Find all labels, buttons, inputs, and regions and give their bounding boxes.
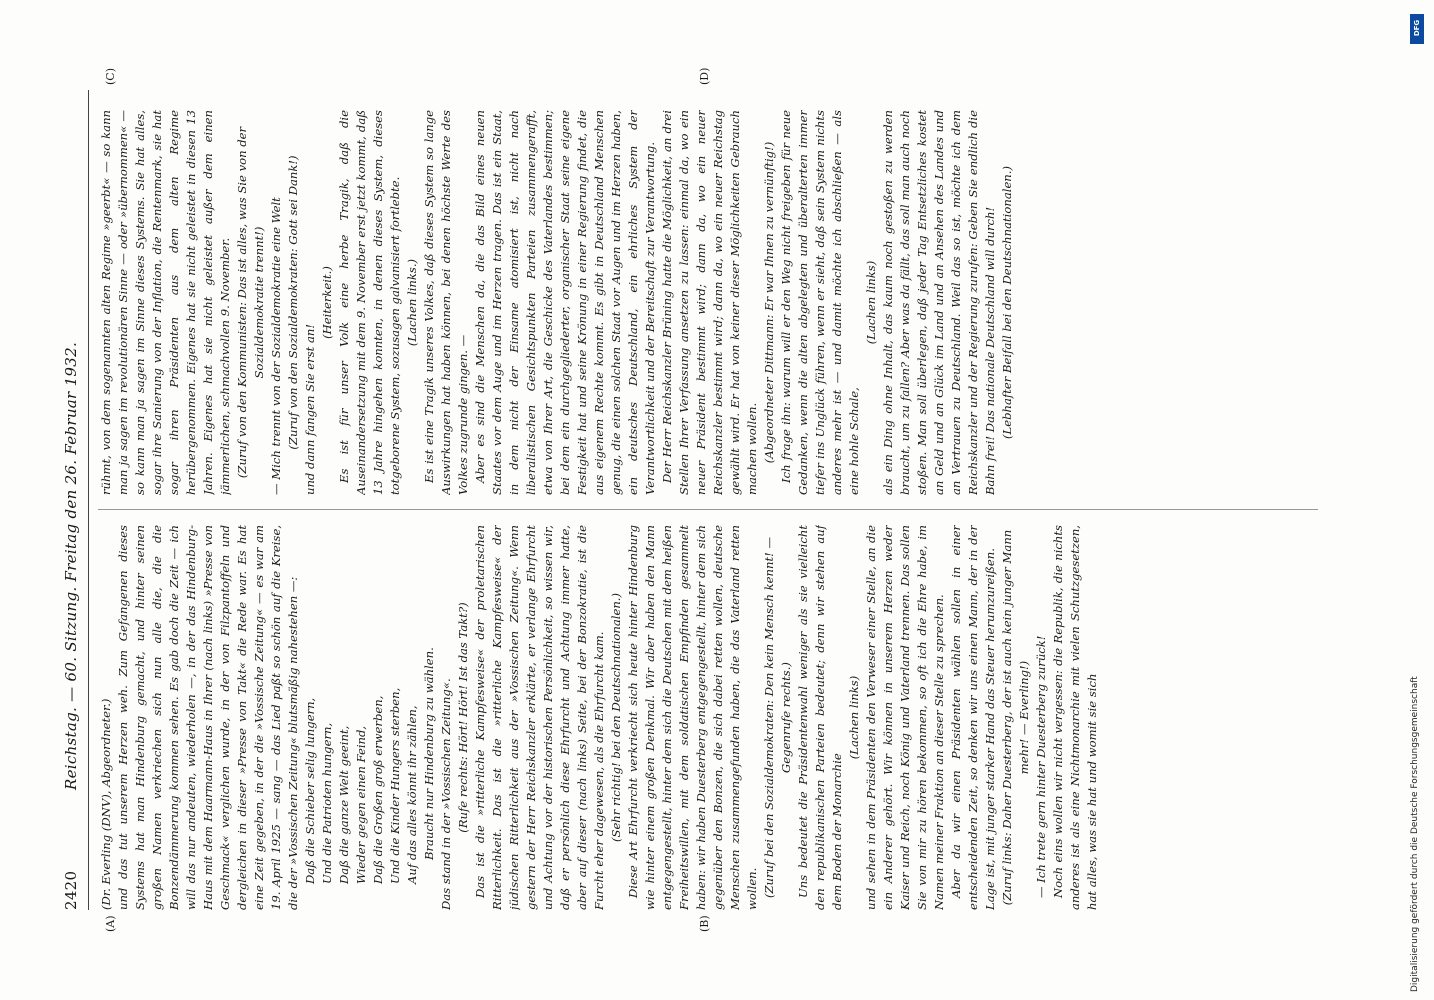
body-paragraph: — Ich trete gern hinter Duesterberg zurück! xyxy=(1034,635,1048,898)
body-paragraph: Uns bedeutet die Präsidentenwahl weniger als sie vielleicht den republikanischen Parteien bedeutet; denn wir stehen auf dem Boden der Monarchie xyxy=(796,525,844,910)
verse-line: Und die Patrioten hungern, xyxy=(320,722,334,884)
interjection-paragraph: (Rufe rechts: Hört! Hört! Ist das Takt?) xyxy=(456,602,470,833)
interjection-paragraph: (Lachen links) xyxy=(847,675,861,760)
verse-line: Braucht nur Hindenburg zu wählen. xyxy=(422,647,436,860)
column-separator xyxy=(98,509,1318,510)
interjection-paragraph: (Heiterkeit.) xyxy=(320,266,334,339)
body-paragraph: rühmt, von dem sogenannten alten Regime »geerbt« — so kann man ja sagen im revolutionären Sinne — oder »übernommen« — so kann man ja sagen im Sinne dieses Systems. Sie hat alles, sogar ihre Sanierung von der Inflation, die Rentenmark, sie hat sogar ihren Präsidenten aus dem alten Regime herübergenommen. Eigenes hat sie nicht geleistet in diesen 13 Jahren. Eigenes hat sie nicht geleistet außer dem einen jämmerlichen, schmachvollen 9. November. xyxy=(99,110,232,495)
body-paragraph: Diese Art Ehrfurcht verkriecht sich heute hinter Hindenburg wie hinter einem großen Denkmal. Wir aber haben den Mann entgegengestellt, hinter dem sich die Deutschen mit dem heißen Freiheitswillen, mit dem soldatischen Empfinden gesammelt haben: wir haben Duesterberg entgegengestellt, hinter dem sich gegenüber den Bonzen, die sich dabei retten wollen, deutsche Menschen zusammengefunden haben, die das Vaterland retten wollen. xyxy=(626,525,759,910)
body-paragraph: Es ist eine Tragik unseres Volkes, daß dieses System so lange Auswirkungen hat haben können, bei denen höchste Werte des Volkes zugrunde gingen. — xyxy=(422,110,470,495)
header-rule xyxy=(88,90,89,910)
dfg-logo xyxy=(1410,14,1424,44)
interjection-paragraph: (Sehr richtig! bei den Deutschnationalen.) xyxy=(609,592,623,843)
page-header-title: Reichstag. — 60. Sitzung. Freitag den 26. Februar 1932. xyxy=(62,341,80,790)
body-paragraph: Es ist für unser Volk eine herbe Tragik, daß die Auseinandersetzung mit dem 9. November erst jetzt kommt, daß 13 Jahre hingehen konnten, in denen dieses System, dieses totgeborene System, sozusagen galvanisiert fortlebte. xyxy=(337,110,402,495)
dfg-funding-note: Digitalisierung gefördert durch die Deutsche Forschungsgemeinschaft xyxy=(1410,676,1420,992)
verse-line: Daß die Schieber selig lungern, xyxy=(303,697,317,884)
page-number: 2420 xyxy=(62,870,80,910)
interjection-paragraph: (Zuruf von den Sozialdemokraten: Gott sei Dank!) xyxy=(286,155,300,450)
body-paragraph: Ich frage ihn: warum will er den Weg nicht freigeben für neue Gedanken, wenn die alten abgelegten und überalterten immer tiefer ins Unglück führen, wenn er sieht, daß sein System nichts anderes mehr ist — und damit möchte ich abschließen — als eine hohle Schale, xyxy=(779,110,861,495)
body-paragraph: Das stand in der »Vossischen Zeitung«. xyxy=(439,678,453,910)
body-paragraph: — Mich trennt von der Sozialdemokratie eine Welt xyxy=(269,197,283,495)
body-paragraph: und sehen in dem Präsidenten den Verweser einer Stelle, an die ein Anderer gehört. Wir können in unserem Herzen weder Kaiser und Reich, noch König und Vaterland trennen. Das sollen Sie von mir zu hören bekommen, so oft ich die Ehre habe, im Namen meiner Fraktion an dieser Stelle zu sprechen. xyxy=(864,525,946,910)
body-paragraph: als ein Ding ohne Inhalt, das kaum noch gestoßen zu werden braucht, um zu fallen? Aber was da fällt, das soll man auch noch stoßen. Man soll überlegen, daß jeder Tag Entsetzliches kostet an Geld und an Glück im Land und an Ansehen des Landes und an Vertrauen zu Deutschland. Weil das so ist, möchte ich dem Reichskanzler und der Regierung zurufen: Geben Sie endlich die Bahn frei! Das nationale Deutschland will durch! xyxy=(881,110,997,495)
margin-mark-b: (B) xyxy=(698,915,711,932)
body-paragraph: Der Herr Reichskanzler Brüning hatte die Möglichkeit, an drei Stellen Ihrer Verfassung ansetzen zu lassen: einmal da, wo ein neuer Präsident bestimmt wird; dann da, wo ein neuer Reichskanzler bestimmt wird; dann da, wo ein neuer Reichstag gewählt wird. Er hat von keiner dieser Möglichkeiten Gebrauch machen wollen. xyxy=(660,110,759,495)
margin-mark-d: (D) xyxy=(698,67,711,85)
verse-line: Auf das alles könnt ihr zählen, xyxy=(405,705,419,884)
body-paragraph: Das ist die »ritterliche Kampfesweise« der proletarischen Ritterlichkeit. Das ist die »ritterliche Kampfesweise« der jüdischen Ritterlichkeit aus der »Vossischen Zeitung«. Wenn gestern der Herr Reichskanzler erklärte, er verlange Ehrfurcht und Achtung vor der historischen Persönlichkeit, so wissen wir, daß er persönlich diese Ehrfurcht und Achtung immer hatte, aber auf dieser (nach links) Seite, bei der Bonzokratie, ist die Furcht eher dagewesen, als die Ehrfurcht kam. xyxy=(473,525,606,910)
margin-mark-c: (C) xyxy=(104,68,117,85)
left-text-column xyxy=(98,525,1328,910)
body-paragraph: Aber es sind die Menschen da, die das Bild eines neuen Staates vor dem Auge und im Herzen tragen. Das ist ein Staat, in dem nicht der Einsame atomisiert ist, nicht nach liberalistischen Gesichtspunkten Parteien zusammengerafft, etwa von Ihrer Art, die Geschicke des Vaterlandes bestimmen; bei dem ein durchgegliederter, organischer Staat seine eigene Festigkeit hat und seine Krönung in einer Regierung findet, die aus eigenem Rechte kommt. Es gibt in Deutschland Menschen genug, die einen solchen Staat vor Augen und im Herzen haben, ein deutsches Deutschland, ein ehrliches System der Verantwortlichkeit und der Bereitschaft zur Verantwortung. xyxy=(473,110,657,495)
interjection-paragraph: (Abgeordneter Dittmann: Er war Ihnen zu vernünftig!) xyxy=(762,141,776,464)
verse-line: Daß die Großen groß erwerben, xyxy=(371,695,385,884)
interjection-paragraph: (Zuruf von den Kommunisten: Das ist alles, was Sie von der Sozialdemokratie trennt!) xyxy=(235,126,266,479)
dfg-sidebar xyxy=(1410,8,1424,992)
margin-mark-a: (A) xyxy=(104,915,117,932)
body-paragraph: und das tut unserem Herzen weh. Zum Gefangenen dieses Systems hat man Hindenburg gemacht, und hinter seinen großen Namen verkriechen sich nun alle die, die die Bonzendämmerung kommen sehen. Es gab doch die Zeit — ich will das nur andeuten, wiederholen —, in der das Hindenburg-Haus mit dem Haarmann-Haus in Ihrer (nach links) »Presse von Geschmack« verglichen wurde, in der von Filzpantoffeln und dergleichen in dieser »Presse von Takt« die Rede war. Es hat eine Zeit gegeben, in der die »Vossische Zeitung« — es war am 19. April 1925 — sang — das Lied paßt so schön auf die Kreise, die der »Vossischen Zeitung« blutsmäßig nahestehen —: xyxy=(116,525,300,910)
right-text-column xyxy=(98,110,1328,495)
interjection-paragraph: (Zuruf bei den Sozialdemokraten: Den kein Mensch kennt! — Gegenrufe rechts.) xyxy=(762,536,793,899)
body-paragraph: Noch eins wollen wir nicht vergessen: die Republik, die nichts anderes ist als eine Nichtmonarchie mit vielen Schutzgesetzen, hat alles, was sie hat und womit sie sich xyxy=(1051,525,1099,910)
rotated-document-page xyxy=(58,60,1348,940)
verse-line: Und die Kinder Hungers sterben, xyxy=(388,687,402,884)
body-paragraph: (Dr. Everling (DNV), Abgeordneter.) xyxy=(99,698,113,910)
dfg-logo-text: DFG xyxy=(1413,19,1421,37)
verse-line: Wieder gegen einen Feind, xyxy=(354,725,368,884)
interjection-paragraph: (Lachen links) xyxy=(864,260,878,345)
body-paragraph: und dann fangen Sie erst an! xyxy=(303,323,317,495)
body-paragraph: Aber da wir einen Präsidenten wählen sollen in einer entscheidenden Zeit, so denken wir uns einen Mann, der in der Lage ist, mit junger starker Hand das Steuer herumzureißen. xyxy=(949,525,997,910)
verse-line: Daß die ganze Welt geeint, xyxy=(337,725,351,884)
page-header xyxy=(58,90,88,910)
interjection-paragraph: (Lebhafter Beifall bei den Deutschnationalen.) xyxy=(1000,166,1014,439)
interjection-paragraph: (Lachen links.) xyxy=(405,258,419,347)
interjection-paragraph: (Zuruf links: Daher Duesterberg, der ist auch kein junger Mann mehr! — Everling!) xyxy=(1000,529,1031,906)
